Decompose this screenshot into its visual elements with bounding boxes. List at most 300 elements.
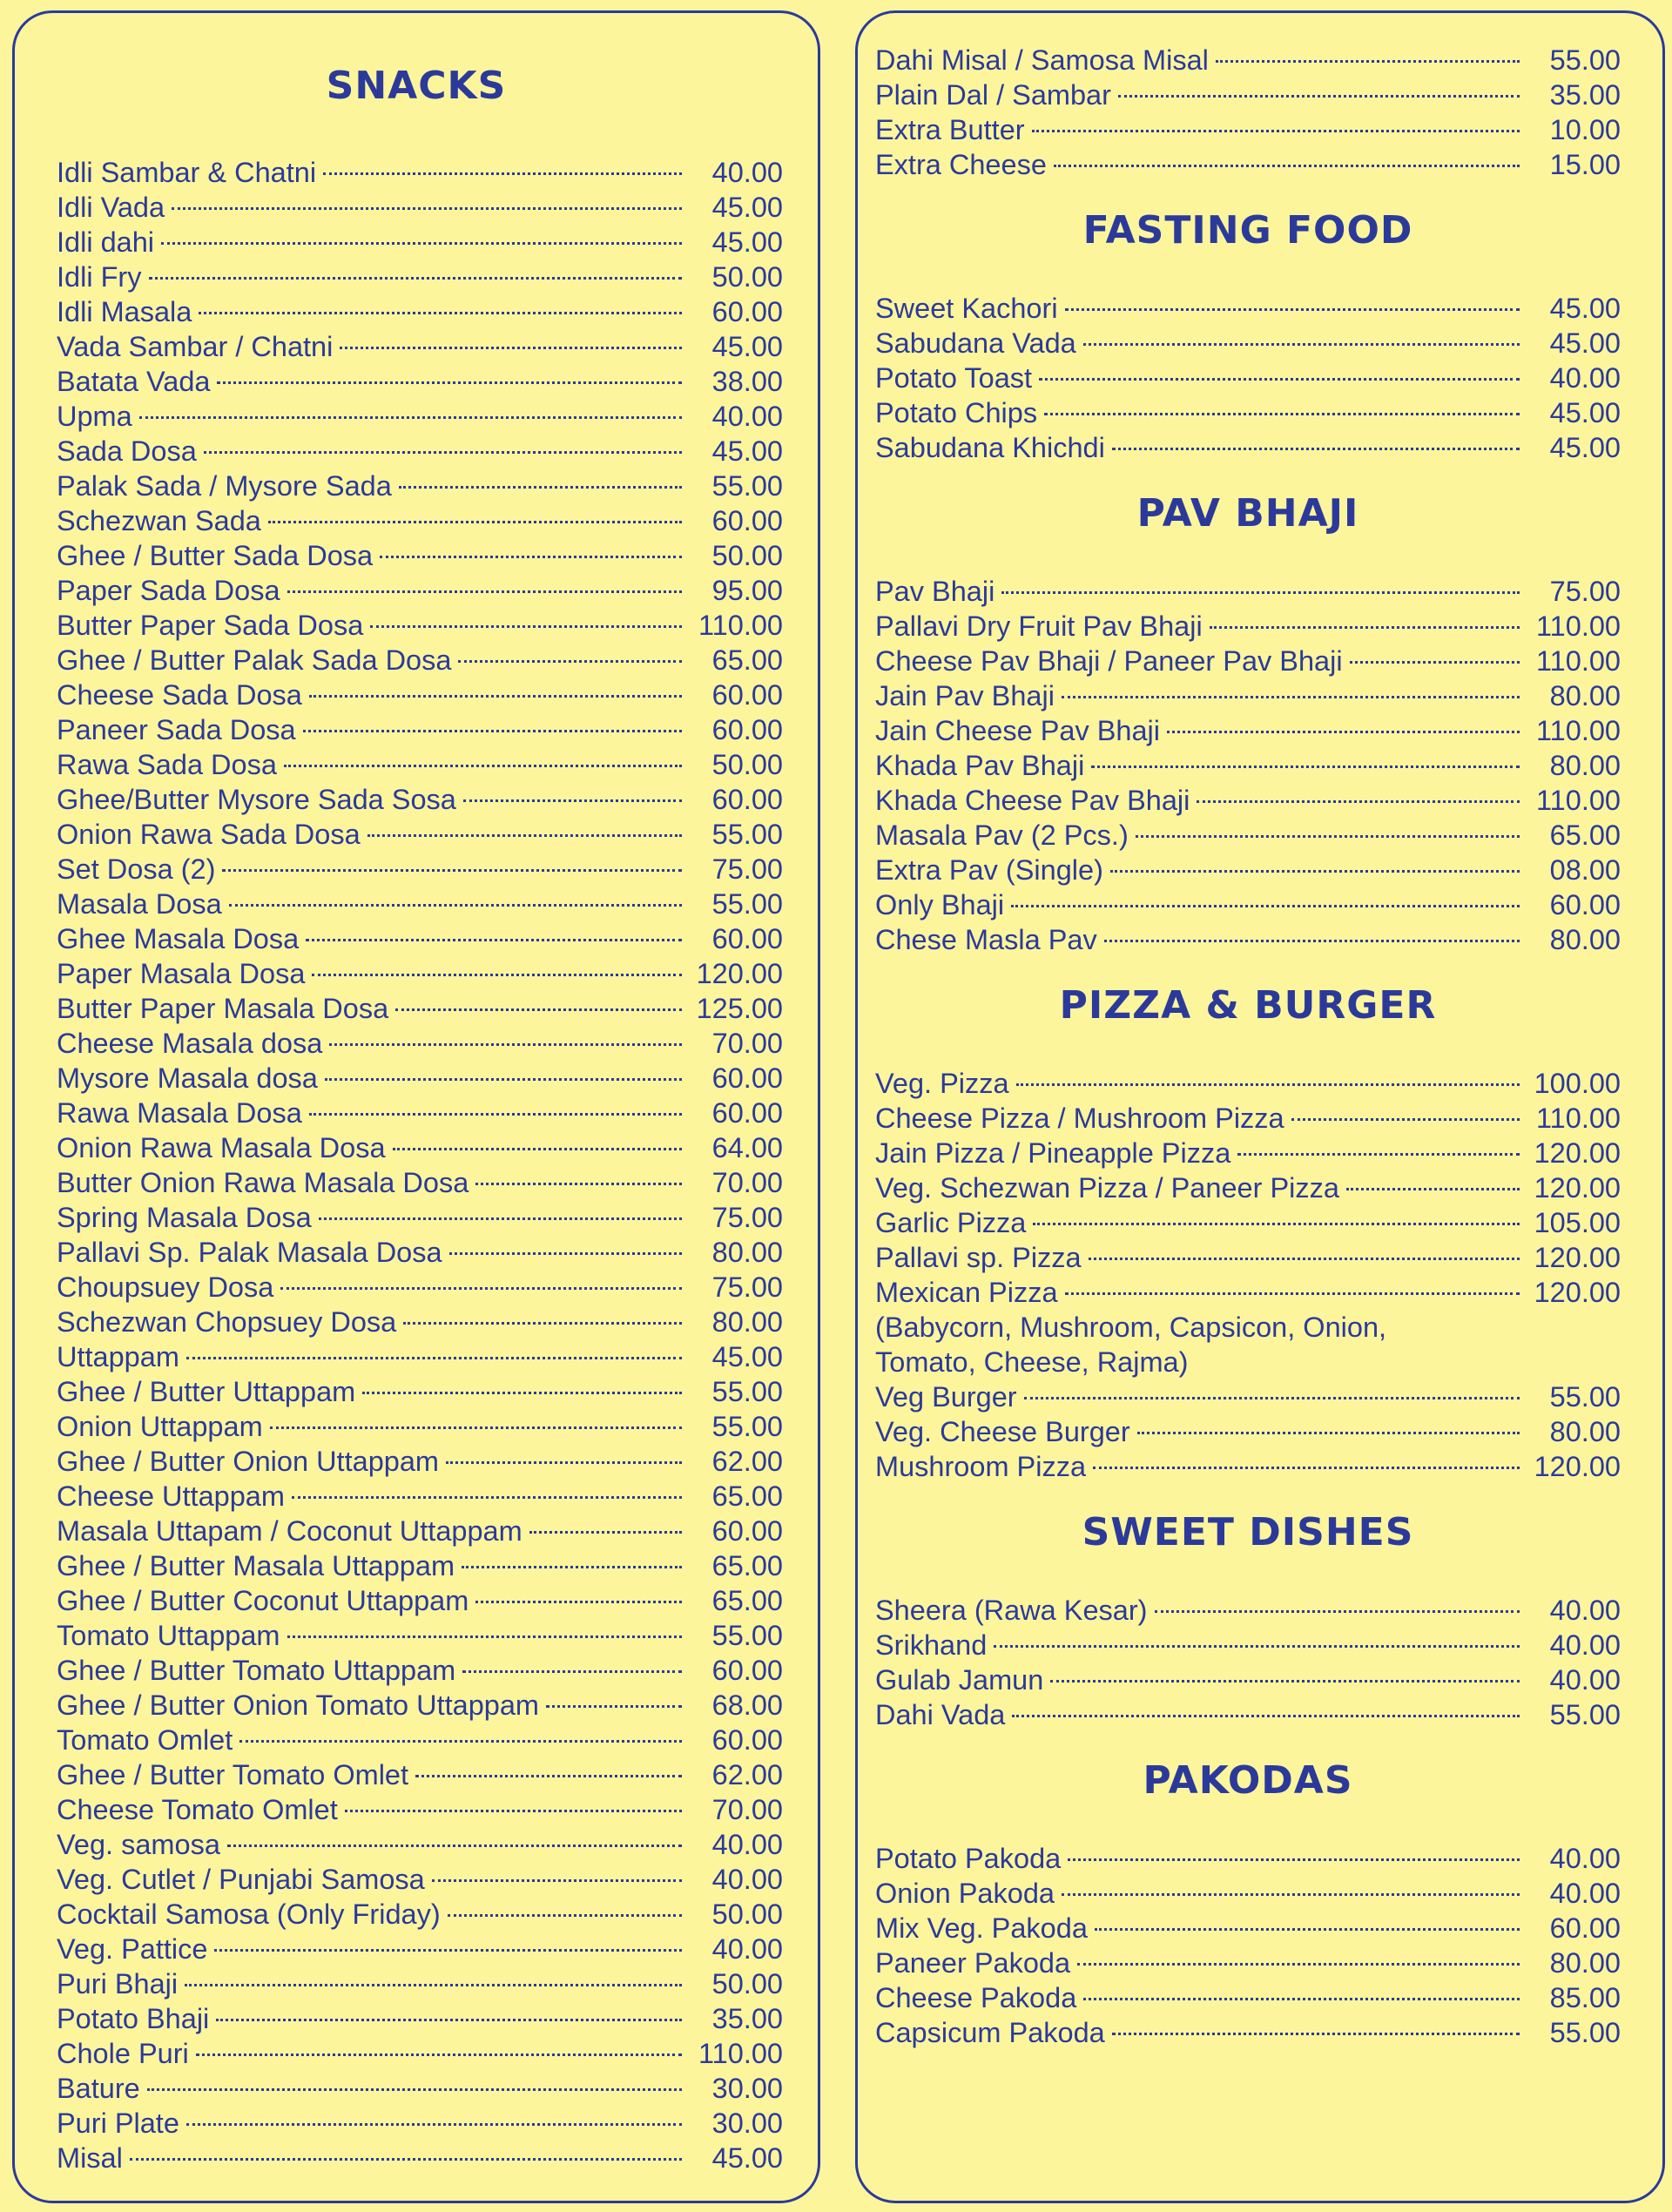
menu-item-price: 80.00 xyxy=(1549,924,1621,955)
menu-item-price: 120.00 xyxy=(1534,1277,1621,1308)
menu-item xyxy=(875,609,1621,644)
menu-item-name: Butter Onion Rawa Masala Dosa xyxy=(57,1167,469,1198)
menu-item xyxy=(875,147,1621,182)
menu-item-name: Khada Pav Bhaji xyxy=(875,750,1085,781)
menu-item-price: 55.00 xyxy=(711,1620,783,1651)
dot-leader xyxy=(1197,800,1520,803)
menu-item-price: 55.00 xyxy=(1549,2017,1621,2048)
menu-item-price: 45.00 xyxy=(711,192,783,223)
menu-item-price: 110.00 xyxy=(1536,610,1621,642)
dot-leader xyxy=(1077,1963,1520,1966)
dot-leader xyxy=(325,1078,682,1081)
menu-item-price: 65.00 xyxy=(1549,819,1621,851)
menu-item xyxy=(875,1593,1621,1628)
menu-item-name: Ghee / Butter Tomato Omlet xyxy=(57,1759,409,1791)
fasting-food-list xyxy=(875,291,1621,465)
menu-item-price: 60.00 xyxy=(711,1655,783,1686)
menu-item-price: 65.00 xyxy=(711,644,783,676)
menu-item xyxy=(57,1862,783,1897)
dot-leader xyxy=(309,695,682,698)
dot-leader xyxy=(147,2088,682,2091)
menu-item-price: 120.00 xyxy=(1534,1172,1621,1204)
menu-item-price: 55.00 xyxy=(1549,44,1621,76)
dot-leader xyxy=(1155,1610,1520,1613)
menu-item-name: Cheese Uttappam xyxy=(57,1480,285,1512)
pizza-note-line-1: (Babycorn, Mushroom, Capsicon, Onion, xyxy=(875,1312,1387,1343)
menu-item-price: 40.00 xyxy=(1549,1595,1621,1626)
dot-leader xyxy=(199,312,682,314)
menu-item-name: Onion Pakoda xyxy=(875,1878,1055,1909)
dot-leader xyxy=(1093,1467,1520,1469)
menu-item-name: Veg Burger xyxy=(875,1381,1017,1413)
menu-item-price: 80.00 xyxy=(711,1306,783,1338)
menu-item-price: 40.00 xyxy=(1549,1664,1621,1696)
menu-item xyxy=(57,678,783,712)
dot-leader xyxy=(229,904,682,907)
menu-item-price: 110.00 xyxy=(1536,1103,1621,1134)
dot-leader xyxy=(287,590,682,593)
menu-item xyxy=(875,1414,1621,1449)
dot-leader xyxy=(1044,413,1520,415)
menu-item-name: Masala Dosa xyxy=(57,888,222,920)
menu-item xyxy=(57,1270,783,1305)
menu-item xyxy=(875,1841,1621,1876)
menu-item-name: Mexican Pizza xyxy=(875,1277,1058,1308)
menu-item xyxy=(875,1379,1621,1414)
menu-item-name: Sabudana Khichdi xyxy=(875,432,1105,463)
dot-leader xyxy=(475,1601,682,1603)
menu-item-name: Pallavi Dry Fruit Pav Bhaji xyxy=(875,610,1203,642)
menu-item-name: Puri Bhaji xyxy=(57,1968,179,2000)
menu-item-name: Veg. Pizza xyxy=(875,1068,1009,1099)
dot-leader xyxy=(432,1879,682,1882)
dot-leader xyxy=(217,381,682,384)
menu-item xyxy=(57,260,783,294)
dot-leader xyxy=(393,1148,682,1150)
menu-item xyxy=(57,1897,783,1932)
menu-item-price: 120.00 xyxy=(696,958,783,989)
menu-item-name: Extra Pav (Single) xyxy=(875,854,1103,886)
menu-item-name: Pallavi Sp. Palak Masala Dosa xyxy=(57,1237,442,1268)
menu-item xyxy=(57,2071,783,2106)
menu-item-name: Cheese Pizza / Mushroom Pizza xyxy=(875,1103,1284,1134)
dot-leader xyxy=(268,521,682,523)
menu-item xyxy=(57,1618,783,1653)
dot-leader xyxy=(1083,343,1520,346)
menu-item-price: 55.00 xyxy=(1549,1699,1621,1730)
menu-item xyxy=(875,783,1621,818)
sweet-dishes-title: SWEET DISHES xyxy=(1082,1510,1414,1554)
menu-item-name: Onion Rawa Masala Dosa xyxy=(57,1132,386,1163)
menu-item-price: 105.00 xyxy=(1534,1207,1621,1238)
menu-item-price: 60.00 xyxy=(711,784,783,815)
dot-leader xyxy=(312,974,682,976)
menu-item-price: 80.00 xyxy=(1549,680,1621,711)
menu-item-price: 45.00 xyxy=(1549,397,1621,428)
menu-item-name: Idli dahi xyxy=(57,226,155,258)
dot-leader xyxy=(1167,731,1520,733)
menu-item-name: Ghee / Butter Palak Sada Dosa xyxy=(57,644,452,676)
menu-item-name: Tomato Omlet xyxy=(57,1724,233,1756)
menu-item-price: 70.00 xyxy=(711,1794,783,1825)
pav-bhaji-title: PAV BHAJI xyxy=(1136,491,1359,536)
menu-item-price: 45.00 xyxy=(711,435,783,467)
dot-leader xyxy=(323,172,682,175)
menu-item-name: Butter Paper Masala Dosa xyxy=(57,993,389,1024)
menu-item-price: 60.00 xyxy=(711,296,783,327)
menu-item-price: 60.00 xyxy=(711,1515,783,1547)
menu-item xyxy=(875,1136,1621,1170)
menu-item-price: 110.00 xyxy=(698,2038,783,2069)
menu-item xyxy=(875,644,1621,678)
menu-item-name: Plain Dal / Sambar xyxy=(875,79,1111,111)
menu-item-name: Ghee / Butter Coconut Uttappam xyxy=(57,1585,469,1616)
menu-item-price: 95.00 xyxy=(711,575,783,606)
menu-item xyxy=(57,1514,783,1548)
menu-item-name: Idli Masala xyxy=(57,296,192,327)
dot-leader xyxy=(1237,1153,1520,1156)
menu-item-price: 80.00 xyxy=(1549,750,1621,781)
menu-item-price: 45.00 xyxy=(1549,293,1621,324)
dot-leader xyxy=(1039,378,1520,381)
dot-leader xyxy=(319,1217,682,1220)
menu-item-name: Mysore Masala dosa xyxy=(57,1062,318,1094)
snacks-title: SNACKS xyxy=(326,64,507,108)
menu-item-price: 45.00 xyxy=(1549,432,1621,463)
menu-item xyxy=(875,574,1621,609)
dot-leader xyxy=(345,1810,682,1812)
menu-item-price: 30.00 xyxy=(711,2107,783,2139)
menu-item xyxy=(57,1792,783,1827)
menu-item-name: Sabudana Vada xyxy=(875,327,1076,359)
menu-item-name: Uttappam xyxy=(57,1341,179,1372)
pizza-list xyxy=(875,1066,1621,1310)
menu-item-name: Palak Sada / Mysore Sada xyxy=(57,470,392,502)
menu-item-price: 60.00 xyxy=(711,1062,783,1094)
menu-item xyxy=(875,1876,1621,1911)
menu-item-price: 40.00 xyxy=(711,401,783,432)
menu-item-name: Srikhand xyxy=(875,1629,988,1661)
menu-item-name: Cheese Tomato Omlet xyxy=(57,1794,338,1825)
dot-leader xyxy=(415,1775,682,1777)
menu-item-name: Veg. Pattice xyxy=(57,1933,208,1965)
menu-item xyxy=(875,430,1621,465)
menu-item-price: 45.00 xyxy=(711,226,783,258)
menu-item xyxy=(57,1548,783,1583)
menu-item-name: Gulab Jamun xyxy=(875,1664,1044,1696)
menu-item-price: 65.00 xyxy=(711,1480,783,1512)
dot-leader xyxy=(186,2123,682,2126)
menu-item xyxy=(875,361,1621,395)
dot-leader xyxy=(1062,696,1520,698)
menu-item xyxy=(875,1240,1621,1275)
menu-item xyxy=(57,712,783,747)
menu-item xyxy=(875,1980,1621,2015)
menu-item xyxy=(875,1697,1621,1732)
menu-item xyxy=(57,364,783,399)
dot-leader xyxy=(448,1914,682,1917)
menu-item-name: Bature xyxy=(57,2073,140,2104)
dot-leader xyxy=(222,869,682,872)
menu-item xyxy=(57,190,783,225)
menu-item xyxy=(57,1723,783,1757)
snacks-list xyxy=(50,155,783,2175)
menu-item-price: 75.00 xyxy=(711,1271,783,1303)
menu-item xyxy=(57,155,783,190)
menu-item xyxy=(57,1235,783,1270)
menu-item-name: Jain Pizza / Pineapple Pizza xyxy=(875,1137,1231,1169)
dot-leader xyxy=(1110,870,1520,873)
menu-item xyxy=(57,991,783,1026)
dot-leader xyxy=(139,416,682,419)
menu-item xyxy=(57,817,783,852)
menu-item-name: Chole Puri xyxy=(57,2038,189,2069)
dot-leader xyxy=(994,1645,1520,1648)
menu-item-price: 60.00 xyxy=(711,505,783,536)
dot-leader xyxy=(403,1322,682,1325)
menu-item xyxy=(57,1966,783,2001)
dot-leader xyxy=(463,799,682,802)
menu-item-price: 85.00 xyxy=(1549,1982,1621,2013)
dot-leader xyxy=(1033,1223,1520,1225)
menu-item-name: Extra Cheese xyxy=(875,149,1047,180)
menu-item-name: Veg. Cheese Burger xyxy=(875,1416,1130,1447)
menu-item xyxy=(875,395,1621,430)
dot-leader xyxy=(239,1740,682,1743)
menu-item-price: 40.00 xyxy=(711,1829,783,1860)
menu-item-name: Ghee / Butter Onion Uttappam xyxy=(57,1446,439,1477)
menu-item-price: 60.00 xyxy=(711,714,783,745)
dot-leader xyxy=(1065,1292,1520,1295)
menu-item xyxy=(57,1165,783,1200)
menu-item-name: Idli Vada xyxy=(57,192,165,223)
menu-item-price: 40.00 xyxy=(1549,1629,1621,1661)
menu-item xyxy=(57,1305,783,1339)
menu-item-price: 60.00 xyxy=(711,1724,783,1756)
menu-item-price: 60.00 xyxy=(711,1097,783,1129)
dot-leader xyxy=(1032,130,1520,132)
dot-leader xyxy=(186,1357,682,1359)
menu-item-name: Ghee/Butter Mysore Sada Sosa xyxy=(57,784,456,815)
dot-leader xyxy=(1291,1118,1520,1121)
menu-item-name: Onion Rawa Sada Dosa xyxy=(57,819,361,850)
menu-item-name: Ghee / Butter Sada Dosa xyxy=(57,540,374,571)
menu-item-name: Ghee / Butter Onion Tomato Uttappam xyxy=(57,1689,540,1721)
dot-leader xyxy=(1210,626,1520,629)
dot-leader xyxy=(1350,661,1520,664)
pakodas-title: PAKODAS xyxy=(1143,1758,1353,1803)
menu-item xyxy=(57,225,783,260)
menu-item-name: Capsicum Pakoda xyxy=(875,2017,1105,2048)
menu-item-price: 75.00 xyxy=(1549,576,1621,607)
menu-item-name: Potato Bhaji xyxy=(57,2003,210,2034)
menu-item xyxy=(57,643,783,678)
menu-item xyxy=(875,678,1621,713)
menu-item xyxy=(57,1653,783,1688)
menu-item xyxy=(57,782,783,817)
menu-item-name: Idli Sambar & Chatni xyxy=(57,157,317,188)
burger-list xyxy=(875,1379,1621,1484)
menu-item-name: Ghee / Butter Uttappam xyxy=(57,1376,356,1407)
dot-leader xyxy=(1065,308,1520,311)
dot-leader xyxy=(1112,448,1520,450)
menu-item-price: 110.00 xyxy=(1536,645,1621,677)
menu-item-price: 30.00 xyxy=(711,2073,783,2104)
dot-leader xyxy=(1137,1432,1520,1434)
menu-item xyxy=(57,1757,783,1792)
menu-item xyxy=(875,887,1621,922)
menu-item-name: Veg. samosa xyxy=(57,1829,220,1860)
dot-leader xyxy=(306,939,682,941)
menu-item xyxy=(57,1096,783,1130)
dot-leader xyxy=(1050,1680,1520,1683)
menu-item xyxy=(57,2106,783,2141)
menu-item-name: Paneer Sada Dosa xyxy=(57,714,296,745)
menu-item xyxy=(57,469,783,503)
menu-item-price: 55.00 xyxy=(711,819,783,850)
menu-item-name: Rawa Sada Dosa xyxy=(57,749,277,780)
dot-leader xyxy=(292,1496,682,1499)
menu-item-price: 45.00 xyxy=(711,331,783,362)
misc-list xyxy=(875,43,1621,182)
dot-leader xyxy=(1062,1893,1520,1896)
menu-item-name: Spring Masala Dosa xyxy=(57,1202,312,1233)
menu-item-price: 50.00 xyxy=(711,749,783,780)
menu-item xyxy=(57,921,783,956)
menu-item-price: 60.00 xyxy=(1549,889,1621,921)
pizza-note-line-2: Tomato, Cheese, Rajma) xyxy=(875,1346,1189,1378)
menu-item-name: Potato Toast xyxy=(875,362,1033,394)
menu-item-name: Ghee / Butter Masala Uttappam xyxy=(57,1550,455,1581)
menu-item-name: Idli Fry xyxy=(57,261,142,293)
dot-leader xyxy=(462,1566,682,1568)
menu-item xyxy=(875,78,1621,112)
menu-item-name: Cocktail Samosa (Only Friday) xyxy=(57,1898,441,1930)
menu-item xyxy=(57,294,783,329)
menu-item xyxy=(875,1662,1621,1697)
menu-item-price: 55.00 xyxy=(711,1411,783,1442)
menu-item-price: 110.00 xyxy=(1536,785,1621,816)
menu-item xyxy=(875,1628,1621,1662)
menu-item xyxy=(875,2015,1621,2050)
dot-leader xyxy=(216,2019,682,2021)
menu-item xyxy=(57,1932,783,1966)
menu-item-price: 60.00 xyxy=(711,923,783,954)
menu-item xyxy=(57,852,783,887)
fasting-food-title: FASTING FOOD xyxy=(1082,208,1413,253)
menu-item xyxy=(57,1583,783,1618)
dot-leader xyxy=(399,486,682,489)
dot-leader xyxy=(130,2158,682,2161)
pizza-burger-title: PIZZA & BURGER xyxy=(1059,983,1437,1028)
pakodas-list xyxy=(875,1841,1621,2050)
menu-item-name: Cheese Masala dosa xyxy=(57,1028,323,1059)
dot-leader xyxy=(458,660,682,663)
menu-item xyxy=(875,1066,1621,1101)
menu-item-price: 110.00 xyxy=(1536,715,1621,746)
menu-item xyxy=(875,1101,1621,1136)
dot-leader xyxy=(546,1705,682,1708)
menu-item-name: Sheera (Rawa Kesar) xyxy=(875,1595,1148,1626)
dot-leader xyxy=(309,1113,682,1116)
menu-item-price: 45.00 xyxy=(711,2142,783,2174)
dot-leader xyxy=(475,1183,682,1185)
menu-item xyxy=(57,1200,783,1235)
menu-item-name: Ghee / Butter Tomato Uttappam xyxy=(57,1655,456,1686)
menu-item-price: 08.00 xyxy=(1549,854,1621,886)
menu-item xyxy=(57,1409,783,1444)
menu-item-price: 55.00 xyxy=(711,1376,783,1407)
menu-item-name: Mushroom Pizza xyxy=(875,1451,1087,1482)
menu-item-price: 65.00 xyxy=(711,1585,783,1616)
dot-leader xyxy=(1104,940,1520,942)
dot-leader xyxy=(380,556,682,558)
menu-item-price: 35.00 xyxy=(711,2003,783,2034)
menu-item xyxy=(875,291,1621,326)
menu-item-name: Mix Veg. Pakoda xyxy=(875,1912,1088,1944)
dot-leader xyxy=(449,1252,682,1255)
menu-item-name: Puri Plate xyxy=(57,2107,179,2139)
dot-leader xyxy=(1068,1858,1520,1861)
dot-leader xyxy=(284,765,682,767)
menu-item-name: Veg. Schezwan Pizza / Paneer Pizza xyxy=(875,1172,1339,1204)
dot-leader xyxy=(196,2054,682,2056)
menu-item-name: Pav Bhaji xyxy=(875,576,995,607)
menu-item-price: 120.00 xyxy=(1534,1242,1621,1273)
menu-item-name: Dahi Misal / Samosa Misal xyxy=(875,44,1209,76)
menu-item-name: Cheese Pakoda xyxy=(875,1982,1077,2013)
pav-bhaji-list xyxy=(875,574,1621,957)
menu-item-price: 60.00 xyxy=(1549,1912,1621,1944)
menu-item xyxy=(57,1130,783,1165)
dot-leader xyxy=(172,207,682,210)
dot-leader xyxy=(446,1461,682,1464)
menu-item-name: Cheese Pav Bhaji / Paneer Pav Bhaji xyxy=(875,645,1343,677)
dot-leader xyxy=(370,625,682,628)
menu-item xyxy=(57,1479,783,1514)
snacks-panel xyxy=(12,10,820,2203)
menu-item xyxy=(875,1946,1621,1980)
menu-item-name: Onion Uttappam xyxy=(57,1411,263,1442)
menu-item xyxy=(57,608,783,643)
menu-item xyxy=(57,399,783,434)
menu-item-price: 120.00 xyxy=(1534,1451,1621,1482)
menu-item-name: Butter Paper Sada Dosa xyxy=(57,610,364,641)
dot-leader xyxy=(161,242,682,245)
menu-item xyxy=(875,43,1621,78)
menu-item-price: 62.00 xyxy=(711,1446,783,1477)
dot-leader xyxy=(1216,60,1520,63)
menu-item-price: 70.00 xyxy=(711,1167,783,1198)
menu-item-name: Tomato Uttappam xyxy=(57,1620,280,1651)
dot-leader xyxy=(270,1426,682,1429)
dot-leader xyxy=(1118,95,1520,98)
menu-item-name: Khada Cheese Pav Bhaji xyxy=(875,785,1190,816)
menu-item xyxy=(57,538,783,573)
dot-leader xyxy=(287,1635,682,1638)
menu-item-name: Garlic Pizza xyxy=(875,1207,1027,1238)
menu-item-price: 50.00 xyxy=(711,1968,783,2000)
menu-item-price: 110.00 xyxy=(698,610,783,641)
menu-item-name: Set Dosa (2) xyxy=(57,853,216,885)
menu-item-price: 68.00 xyxy=(711,1689,783,1721)
menu-item-price: 50.00 xyxy=(711,261,783,293)
dot-leader xyxy=(340,347,682,349)
menu-item-name: Cheese Sada Dosa xyxy=(57,679,302,711)
dot-leader xyxy=(1024,1397,1520,1399)
menu-item-name: Jain Cheese Pav Bhaji xyxy=(875,715,1160,746)
dot-leader xyxy=(1346,1188,1520,1190)
